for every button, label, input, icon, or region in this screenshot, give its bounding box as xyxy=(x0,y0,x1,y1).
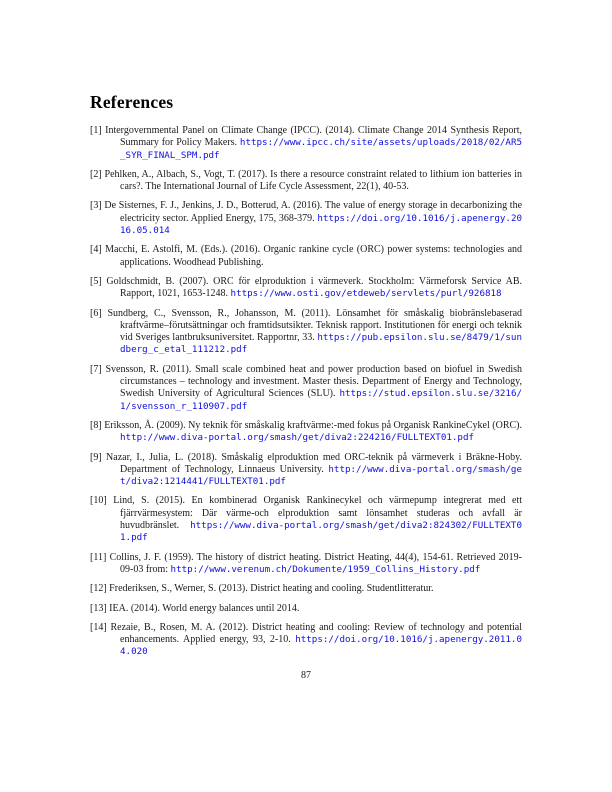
reference-label: [11] xyxy=(90,551,107,563)
reference-label: [5] xyxy=(90,275,102,287)
reference-link[interactable]: http://www.diva-portal.org/smash/get/diva2:224216/FULLTEXT01.pdf xyxy=(120,432,475,444)
reference-label: [6] xyxy=(90,307,102,319)
reference-item xyxy=(90,419,523,445)
reference-item xyxy=(90,602,522,615)
reference-text: IEA. (2014). World energy balances until 2014. xyxy=(109,602,300,614)
reference-item xyxy=(90,583,522,595)
reference-item xyxy=(90,495,523,544)
reference-link[interactable]: https://www.ipcc.ch/site/assets/uploads/2018/02/AR5_SYR_FINAL_SPM.pdf xyxy=(120,137,523,161)
reference-label: [8] xyxy=(90,419,102,431)
reference-label: [2] xyxy=(90,168,102,180)
reference-label: [10] xyxy=(90,495,107,507)
reference-text: Rezaie, B., Rosen, M. A. (2012). District heating and cooling: Review of technology and potential enhancements. Applied energy, 93, 2-10. xyxy=(110,621,522,646)
reference-label: [14] xyxy=(90,621,107,633)
reference-item xyxy=(90,307,523,357)
reference-label: [4] xyxy=(90,244,102,256)
reference-text: De Sisternes, F. J., Jenkins, J. D., Botterud, A. (2016). The value of energy storage in decarbonizing the electricity sector. Applied Energy, 175, 368-379. xyxy=(104,200,523,224)
reference-link[interactable]: https://stud.epsilon.slu.se/3216/1/svensson_r_110907.pdf xyxy=(120,388,523,412)
reference-link[interactable]: https://doi.org/10.1016/j.apenergy.2016.05.014 xyxy=(120,212,523,237)
reference-label: [7] xyxy=(90,363,102,375)
reference-label: [9] xyxy=(90,451,102,463)
reference-text: Svensson, R. (2011). Small scale combined heat and power production based on biofuel in Swedish circumstances – technology and investment. Master thesis. Department of Energy and Technology, Swedish University of Agricultural Sciences (SLU). xyxy=(105,363,522,400)
reference-link[interactable]: http://www.verenum.ch/Dokumente/1959_Collins_History.pdf xyxy=(170,563,481,575)
reference-text: Nazar, I., Julia, L. (2018). Småskalig elproduktion med ORC-teknik på värmeverk i Bräkne-Hoby. Department of Technology, Linnaeus University. xyxy=(106,451,523,475)
references-list xyxy=(90,125,522,659)
reference-item xyxy=(90,244,523,269)
reference-text: Frederiksen, S., Werner, S. (2013). District heating and cooling. Studentlitteratur. xyxy=(109,583,434,595)
reference-link[interactable]: https://www.osti.gov/etdeweb/servlets/purl/926818 xyxy=(230,288,502,300)
page-number: 87 xyxy=(301,670,311,681)
reference-link[interactable]: https://doi.org/10.1016/j.apenergy.2011.04.020 xyxy=(120,634,522,658)
reference-link[interactable]: https://pub.epsilon.slu.se/8479/1/sundberg_c_etal_111212.pdf xyxy=(120,332,522,356)
reference-text: Goldschmidt, B. (2007). ORC för elproduktion i värmeverk. Stockholm: Värmeforsk Service AB. Rapport, 1021, 1653-1248. xyxy=(106,275,522,300)
page-content xyxy=(90,92,522,666)
reference-label: [12] xyxy=(90,583,107,595)
reference-item xyxy=(90,200,523,237)
section-title: References xyxy=(90,92,174,112)
reference-item xyxy=(90,621,522,659)
reference-item xyxy=(90,125,523,162)
reference-item xyxy=(90,168,522,194)
reference-item xyxy=(90,363,523,413)
reference-label: [3] xyxy=(90,200,102,212)
reference-text: Intergovernmental Panel on Climate Change (IPCC). (2014). Climate Change 2014 Synthesis Report, Summary for Policy Makers. xyxy=(105,125,522,149)
reference-text: Lind, S. (2015). En kombinerad Organisk Rankinecykel och värmepump integrerat med ett fjärrvärmesystem: Där värme-och elproduktion samt lönsamhet studeras och avfall är huvudbränslet. xyxy=(113,495,523,532)
reference-link[interactable]: http://www.diva-portal.org/smash/get/diva2:1214441/FULLTEXT01.pdf xyxy=(120,463,522,488)
reference-text: Eriksson, Å. (2009). Ny teknik för småskalig kraftvärme:-med fokus på Organisk RankineCykel (ORC). xyxy=(104,419,523,431)
reference-item xyxy=(90,275,522,301)
reference-label: [1] xyxy=(90,125,102,136)
reference-text: Pehlken, A., Albach, S., Vogt, T. (2017). Is there a resource constraint related to lithium ion batteries in cars?. The International Journal of Life Cycle Assessment, 22(1), 40-53. xyxy=(104,168,522,193)
reference-label: [13] xyxy=(90,602,107,614)
reference-text: Collins, J. F. (1959). The history of district heating. District Heating, 44(4), 154-61. Retrieved 2019-09-03 from: xyxy=(109,551,523,575)
reference-item xyxy=(90,451,523,489)
reference-text: Sundberg, C., Svensson, R., Johansson, M. (2011). Lönsamhet för småskalig biobränslebaserad kraftvärme–förutsättningar och framtidsutsikter. Teknisk rapport. Institutionen för energi och teknik vid Sveriges lantbruksuniversitet. Rapportnr, 33. xyxy=(107,307,523,344)
reference-text: Macchi, E. Astolfi, M. (Eds.). (2016). Organic rankine cycle (ORC) power systems: technologies and applications. Woodhead Publishing. xyxy=(105,244,523,268)
reference-item xyxy=(90,551,523,577)
reference-link[interactable]: https://www.diva-portal.org/smash/get/diva2:824302/FULLTEXT01.pdf xyxy=(120,520,522,544)
